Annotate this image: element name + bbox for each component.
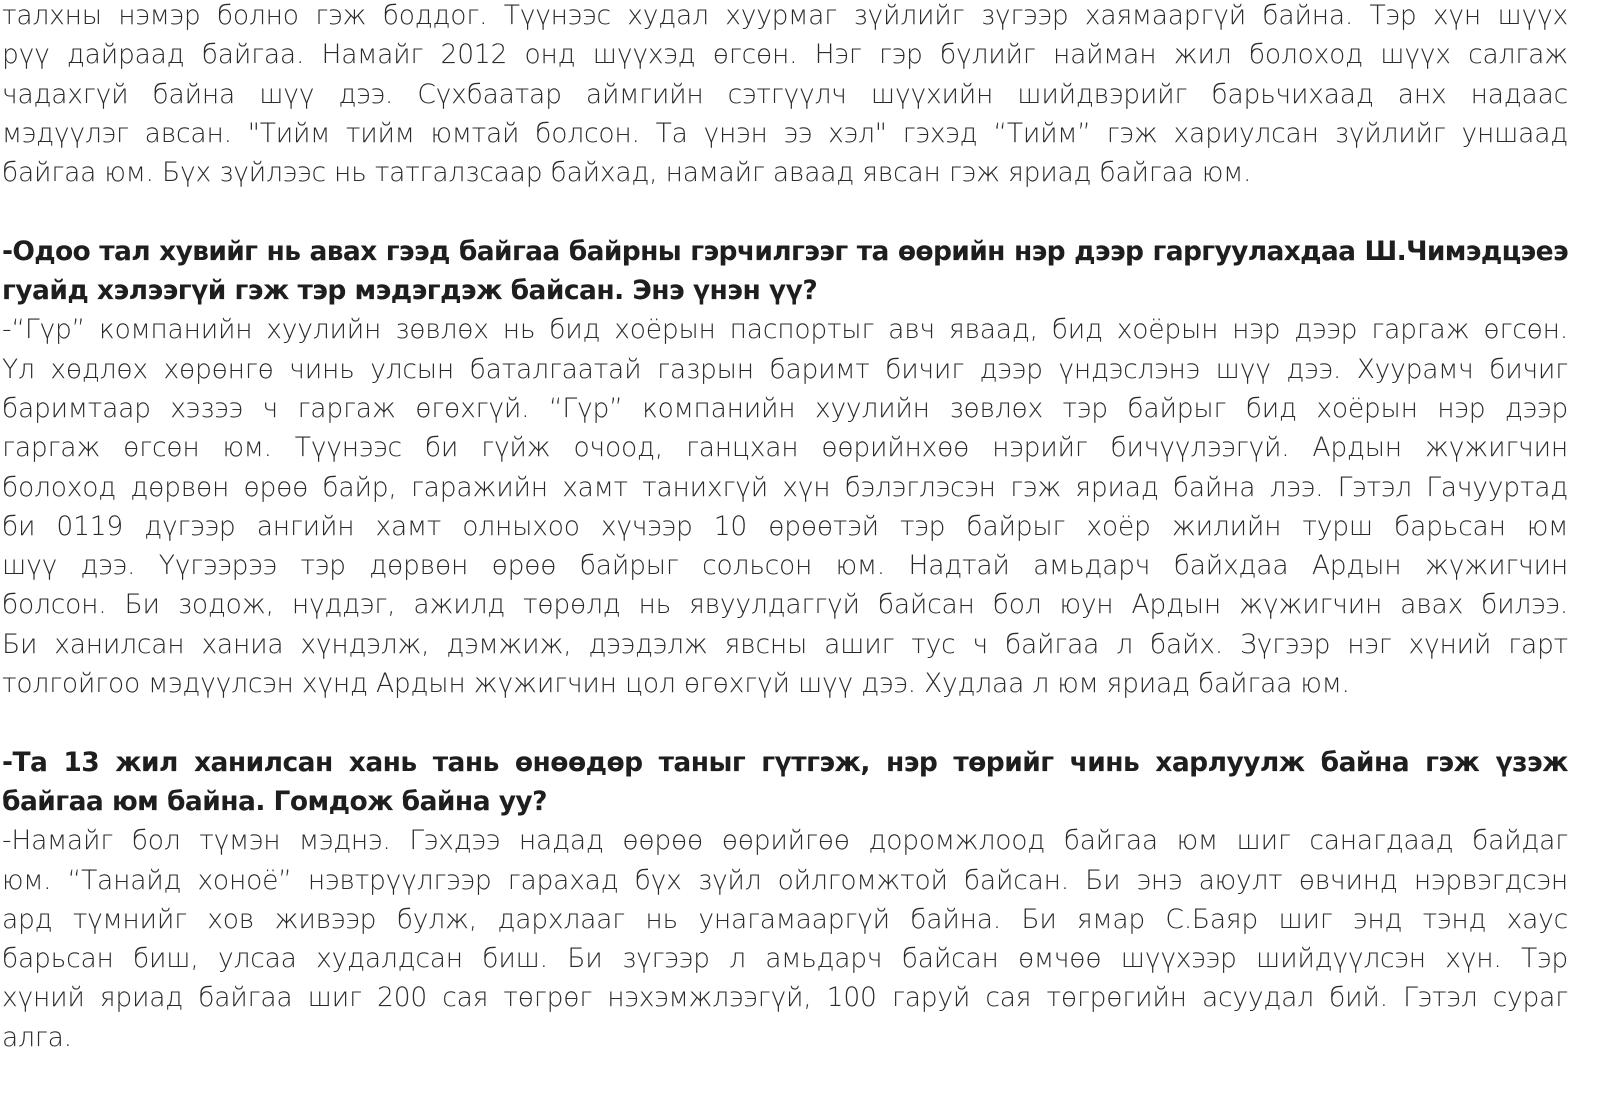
text-line: талхны нэмэр болно гэж боддог. Түүнээс худал хуурмаг зүйлийг зүгээр хаямааргүй байна. Тэр хүн шүүх (2, 0, 1568, 31)
text-line: ард түмнийг хов живээр булж, дархлааг нь унагамааргүй байна. Би ямар С.Баяр шиг энд тэнд хаус (2, 903, 1568, 935)
text-line: Би ханилсан ханиа хүндэлж, дэмжиж, дээдэлж явсны ашиг тус ч байгаа л байх. Зүгээр нэг хүний гарт (2, 628, 1568, 660)
text-line: алга. (2, 1021, 72, 1053)
text-line: шүү дээ. Үүгээрээ тэр дөрвөн өрөө байрыг сольсон юм. Надтай амьдарч байхдаа Ардын жүжигчин (2, 550, 1568, 582)
answer-paragraph-intro (2, 0, 1568, 192)
text-line: Үл хөдлөх хөрөнгө чинь улсын баталгаатай газрын баримт бичиг дээр үндэслэнэ шүү дээ. Хуурамч бичиг (2, 353, 1568, 385)
question-line: -Одоо тал хувийг нь авах гээд байгаа байрны гэрчилгээг та өөрийн нэр дээр гаргуулахдаа Ш.Чимэдцэеэ (2, 235, 1568, 267)
text-line: -“Гүр” компанийн хуулийн зөвлөх нь бид хоёрын паспортыг авч яваад, бид хоёрын нэр дээр гаргаж өгсөн. (2, 314, 1568, 346)
text-line: -Намайг бол түмэн мэднэ. Гэхдээ надад өөрөө өөрийгөө доромжлоод байгаа юм шиг санагдаад байдаг (2, 825, 1568, 857)
text-line: юм. “Танайд хоноё” нэвтрүүлгээр гарахад бүх зүйл ойлгомжтой байсан. Би энэ аюулт өвчинд нэрвэгдсэн (2, 864, 1568, 896)
text-line: барьсан биш, улсаа худалдсан биш. Би зүгээр л амьдарч байсан өмчөө шүүхээр шийдүүлсэн хүн. Тэр (2, 943, 1568, 975)
text-line: болсон. Би зодож, нүддэг, ажилд төрөлд нь явуулдаггүй байсан бол юун Ардын жүжигчин авах билээ. (2, 589, 1568, 621)
interview-question-1 (2, 232, 1568, 311)
text-line: болоход дөрвөн өрөө байр, гаражийн хамт танихгүй хүн бэлэглэсэн гэж яриад байна лээ. Гэтэл Гачууртад (2, 471, 1568, 503)
question-line: -Та 13 жил ханилсан хань тань өнөөдөр таныг гүтгэж, нэр төрийг чинь харлуулж байна гэж үзэж (2, 746, 1568, 778)
answer-paragraph-1 (2, 310, 1568, 703)
paragraph-gap (2, 703, 1568, 742)
paragraph-gap (2, 192, 1568, 231)
text-line: байгаа юм. Бүх зүйлээс нь татгалзсаар байхад, намайг аваад явсан гэж яриад байгаа юм. (2, 157, 1252, 189)
interview-question-2 (2, 743, 1568, 822)
question-line: гуайд хэлээгүй гэж тэр мэдэгдэж байсан. Энэ үнэн үү? (2, 275, 818, 307)
text-line: чадахгүй байна шүү дээ. Сүхбаатар аймгийн сэтгүүлч шүүхийн шийдвэрийг барьчихаад анх надаас (2, 78, 1568, 110)
text-line: рүү дайраад байгаа. Намайг 2012 онд шүүхэд өгсөн. Нэг гэр бүлийг найман жил болоход шүүх салгаж (2, 39, 1568, 71)
question-line: байгаа юм байна. Гомдож байна уу? (2, 785, 547, 817)
text-line: мэдүүлэг авсан. "Тийм тийм юмтай болсон. Та үнэн ээ хэл" гэхэд “Тийм” гэж хариулсан зүйлийг уншаад (2, 117, 1568, 149)
text-line: би 0119 дүгээр ангийн хамт олныхоо хүчээр 10 өрөөтэй тэр байрыг хоёр жилийн турш барьсан юм (2, 510, 1568, 542)
article-body (2, 0, 1568, 1057)
answer-paragraph-2 (2, 821, 1568, 1057)
text-line: хүний яриад байгаа шиг 200 сая төгрөг нэхэмжлээгүй, 100 гаруй сая төгрөгийн асуудал бий. Гэтэл сураг (2, 982, 1568, 1014)
text-line: толгойгоо мэдүүлсэн хүнд Ардын жүжигчин цол өгөхгүй шүү дээ. Худлаа л юм яриад байгаа юм. (2, 668, 1350, 700)
text-line: баримтаар хэзээ ч гаргаж өгөхгүй. “Гүр” компанийн хуулийн зөвлөх тэр байрыг бид хоёрын нэр дээр (2, 392, 1568, 424)
text-line: гаргаж өгсөн юм. Түүнээс би гүйж очоод, ганцхан өөрийнхөө нэрийг бичүүлээгүй. Ардын жүжигчин (2, 432, 1568, 464)
